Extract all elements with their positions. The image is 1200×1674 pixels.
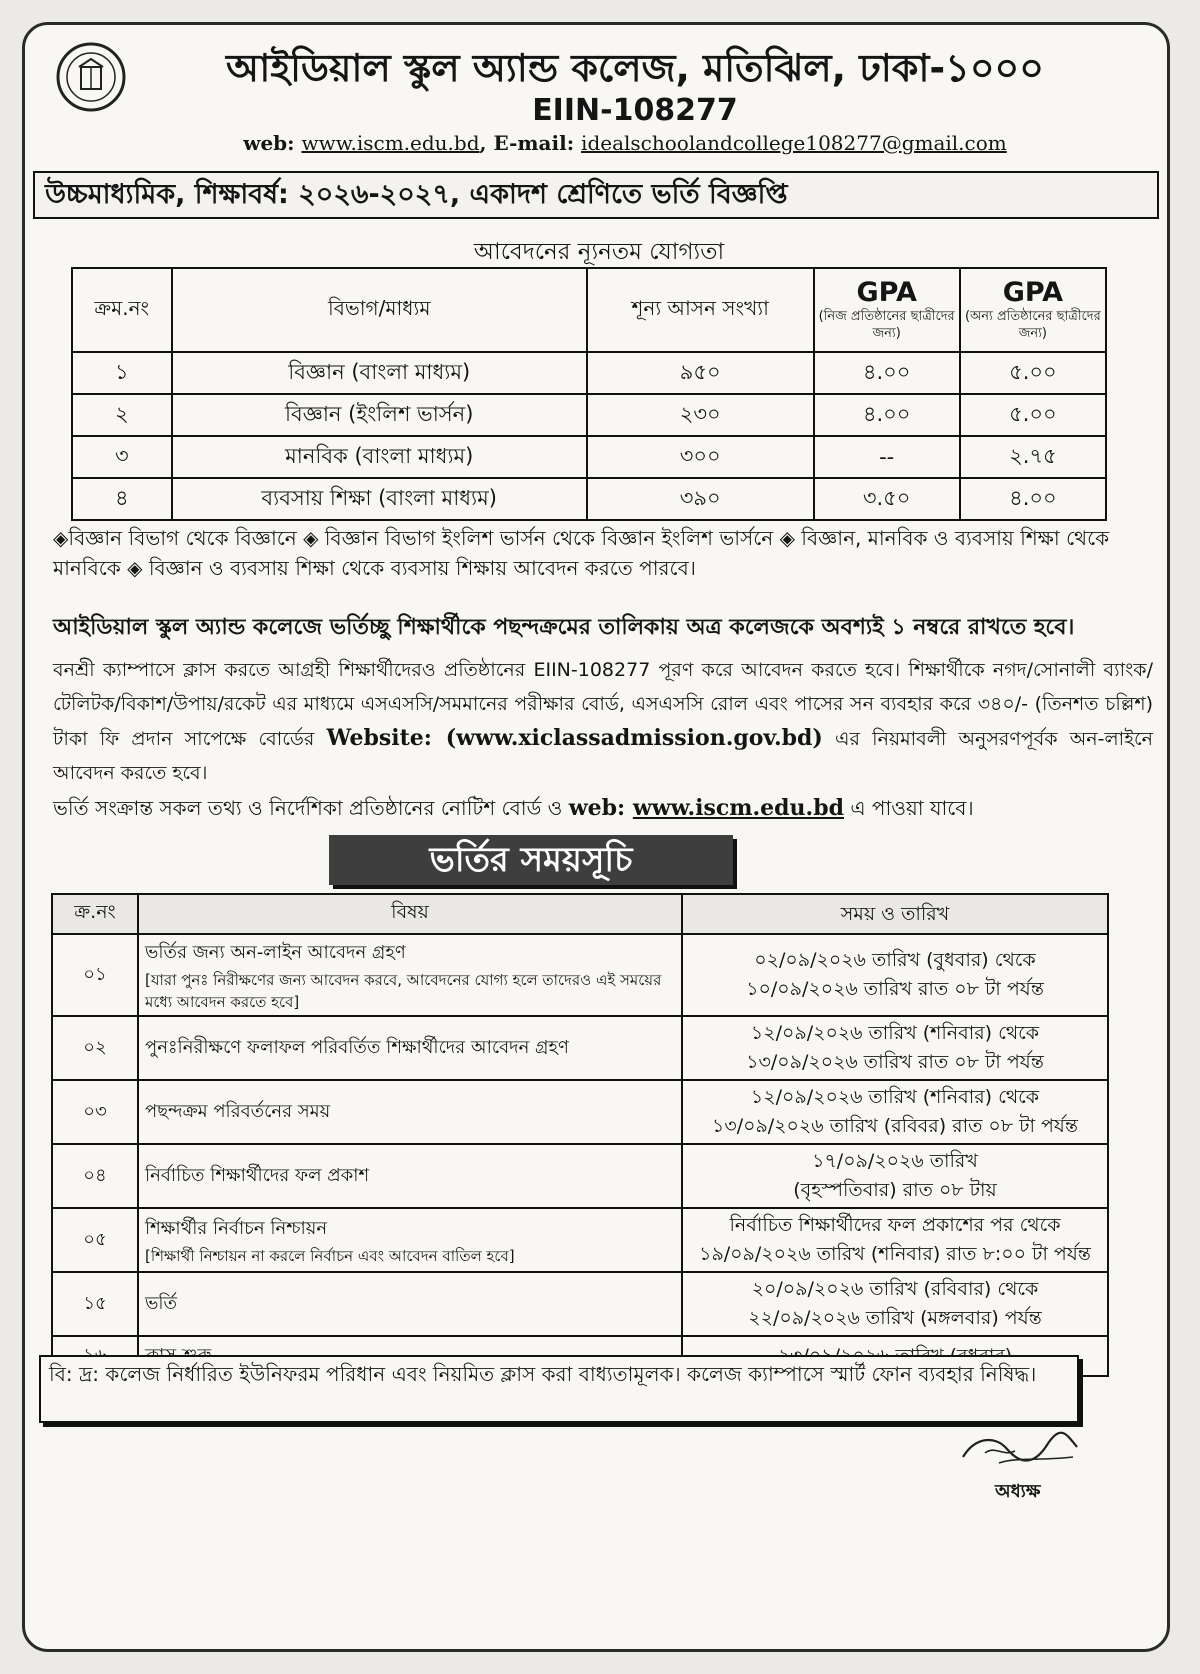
row-serial: ০২ (52, 1016, 138, 1080)
row-gpa-own: ৪.০০ (814, 394, 960, 436)
row-subject (138, 1080, 682, 1144)
eiin-number: EIIN-108277 (532, 93, 738, 128)
subject-text: নির্বাচিত শিক্ষার্থীদের ফল প্রকাশ (145, 1164, 370, 1186)
row-time (682, 1272, 1108, 1336)
info-web-label: web: (568, 795, 633, 821)
time-line-1: ১৭/০৯/২০২৬ তারিখ (812, 1150, 978, 1172)
instructions-text-end: এর নিয়মাবলী অনুসরণপূর্বক অন-লাইনে আবেদন করতে হবে। (53, 728, 1153, 784)
row-time (682, 1016, 1108, 1080)
instructions-text: বনশ্রী ক্যাম্পাসে ক্লাস করতে আগ্রহী শিক্ষার্থীদেরও প্রতিষ্ঠানের EIIN-108277 পূরণ করে আবেদন করতে হবে। শিক্ষার্থীকে নগদ/সোনালী ব্যাংক/টেলিটক/বিকাশ/উপায়/রকেট এর মাধ্যমে এসএসসি/সমমানের পরীক্ষার বোর্ড, এসএসসি রোল এবং পাসের সন ব্যবহার করে ৩৪০/- (তিনশত চল্লিশ) টাকা ফি প্রদান সাপেক্ষে বোর্ডের (53, 659, 1153, 750)
time-line-2: ১০/০৯/২০২৬ তারিখ রাত ০৮ টা পর্যন্ত (746, 978, 1044, 1000)
gpa-label: GPA (856, 277, 917, 308)
subject-note: [শিক্ষার্থী নিশ্চায়ন না করলে নির্বাচন এবং আবেদন বাতিল হবে] (145, 1246, 515, 1265)
col-time: সময় ও তারিখ (682, 894, 1108, 934)
row-serial: ১ (72, 352, 172, 394)
time-line-1: নির্বাচিত শিক্ষার্থীদের ফল প্রকাশের পর থেকে (729, 1214, 1061, 1236)
col-gpa-other (960, 268, 1106, 352)
row-gpa-own: ৪.০০ (814, 352, 960, 394)
notice-sheet (22, 22, 1170, 1652)
footnote-box: বি: দ্র: কলেজ নির্ধারিত ইউনিফরম পরিধান এবং নিয়মিত ক্লাস করা বাধ্যতামূলক। কলেজ ক্যাম্পাসে স্মার্ট ফোন ব্যবহার নিষিদ্ধ। (39, 1355, 1079, 1423)
subject-text: পুনঃনিরীক্ষণে ফলাফল পরিবর্তিত শিক্ষার্থীদের আবেদন গ্রহণ (145, 1036, 569, 1058)
table-row (52, 1272, 1108, 1336)
table-row (52, 1208, 1108, 1272)
time-line-1: ১২/০৯/২০২৬ তারিখ (শনিবার) থেকে (750, 1022, 1040, 1044)
signature-title: অধ্যক্ষ (995, 1481, 1041, 1502)
time-line-1: ০২/০৯/২০২৬ তারিখ (বুধবার) থেকে (754, 949, 1036, 971)
col-serial: ক্র.নং (52, 894, 138, 934)
row-subject (138, 934, 682, 1016)
row-gpa-other: ৫.০০ (960, 394, 1106, 436)
gpa-other-note: (অন্য প্রতিষ্ঠানের ছাত্রীদের জন্য) (964, 309, 1101, 341)
row-seats: ২৩০ (587, 394, 814, 436)
col-dept: বিভাগ/মাধ্যম (172, 268, 587, 352)
col-gpa-own (814, 268, 960, 352)
table-row (52, 934, 1108, 1016)
row-subject (138, 1016, 682, 1080)
row-subject (138, 1272, 682, 1336)
row-serial: ০৪ (52, 1144, 138, 1208)
eligibility-note: ◈বিজ্ঞান বিভাগ থেকে বিজ্ঞানে ◈ বিজ্ঞান বিভাগ ইংলিশ ভার্সন থেকে বিজ্ঞান ইংলিশ ভার্সনে ◈ বিজ্ঞান, মানবিক ও ব্যবসায় শিক্ষা থেকে মানবিকে ◈ বিজ্ঞান ও ব্যবসায় শিক্ষা থেকে ব্যবসায় শিক্ষায় আবেদন করতে পারবে। (53, 526, 1110, 580)
gpa-label: GPA (1002, 277, 1064, 308)
time-line-1: ২০/০৯/২০২৬ তারিখ (রবিবার) থেকে (751, 1278, 1039, 1300)
row-serial: ০১ (52, 934, 138, 1016)
qualification-heading: আবেদনের ন্যূনতম যোগ্যতা (473, 239, 725, 265)
subject-text: পছন্দক্রম পরিবর্তনের সময় (145, 1100, 331, 1122)
table-row (72, 478, 1106, 520)
schedule-header-row (52, 894, 1108, 934)
row-gpa-other: ৪.০০ (960, 478, 1106, 520)
row-time (682, 1144, 1108, 1208)
row-dept: বিজ্ঞান (বাংলা মাধ্যম) (172, 352, 587, 394)
col-subject: বিষয় (138, 894, 682, 934)
institution-name: আইডিয়াল স্কুল অ্যান্ড কলেজ, মতিঝিল, ঢাকা-১০০০ (226, 46, 1044, 90)
subject-text: ভর্তি (145, 1292, 178, 1314)
qualification-table (71, 267, 1107, 521)
schedule-table (51, 893, 1109, 1377)
table-row (72, 352, 1106, 394)
table-row (52, 1144, 1108, 1208)
subject-text: ভর্তির জন্য অন-লাইন আবেদন গ্রহণ (145, 941, 406, 963)
row-dept: বিজ্ঞান (ইংলিশ ভার্সন) (172, 394, 587, 436)
website-link[interactable]: www.iscm.edu.bd (301, 131, 480, 155)
row-serial: ২ (72, 394, 172, 436)
time-line-2: ১৩/০৯/২০২৬ তারিখ (রবিবর) রাত ০৮ টা পর্যন্ত (712, 1115, 1078, 1137)
time-line-2: (বৃহস্পতিবার) রাত ০৮ টায় (793, 1179, 997, 1201)
row-gpa-own: -- (814, 436, 960, 478)
row-seats: ৯৫০ (587, 352, 814, 394)
col-serial: ক্রম.নং (72, 268, 172, 352)
row-gpa-own: ৩.৫০ (814, 478, 960, 520)
row-dept: মানবিক (বাংলা মাধ্যম) (172, 436, 587, 478)
schedule-title: ভর্তির সময়সূচি (329, 835, 733, 885)
table-row (52, 1080, 1108, 1144)
principal-signature-icon (955, 1427, 1085, 1483)
row-gpa-other: ২.৭৫ (960, 436, 1106, 478)
qualification-header-row (72, 268, 1106, 352)
table-row (72, 394, 1106, 436)
email-link[interactable]: idealschoolandcollege108277@gmail.com (581, 131, 1007, 155)
subject-text: শিক্ষার্থীর নির্বাচন নিশ্চায়ন (145, 1217, 328, 1239)
time-line-2: ১৯/০৯/২০২৬ তারিখ (শনিবার) রাত ৮:০০ টা পর্যন্ত (699, 1243, 1091, 1265)
info-note (53, 793, 1153, 823)
table-row (72, 436, 1106, 478)
gpa-own-note: (নিজ প্রতিষ্ঠানের ছাত্রীদের জন্য) (818, 309, 955, 341)
college-seal-icon (55, 41, 127, 113)
subject-note: [যারা পুনঃ নিরীক্ষণের জন্য আবেদন করবে, আবেদনের যোগ্য হলে তাদেরও এই সময়ের মধ্যে আবেদন করতে হবে] (145, 970, 662, 1011)
row-serial: ৪ (72, 478, 172, 520)
info-text-end: এ পাওয়া যাবে। (843, 796, 974, 820)
row-seats: ৩৯০ (587, 478, 814, 520)
priority-note: আইডিয়াল স্কুল অ্যান্ড কলেজে ভর্তিচ্ছু শিক্ষার্থীকে পছন্দক্রমের তালিকায় অত্র কলেজকে অবশ্যই ১ নম্বরে রাখতে হবে। (53, 615, 1075, 640)
admission-website-link[interactable]: Website: (www.xiclassadmission.gov.bd) (326, 725, 823, 751)
time-line-2: ১৩/০৯/২০২৬ তারিখ রাত ০৮ টা পর্যন্ত (746, 1051, 1044, 1073)
row-serial: ০৩ (52, 1080, 138, 1144)
col-seats: শূন্য আসন সংখ্যা (587, 268, 814, 352)
row-subject (138, 1144, 682, 1208)
row-serial: ০৫ (52, 1208, 138, 1272)
table-row (52, 1016, 1108, 1080)
contact-line (125, 131, 1125, 155)
row-time (682, 1080, 1108, 1144)
info-website-link[interactable]: www.iscm.edu.bd (632, 795, 844, 821)
info-text: ভর্তি সংক্রান্ত সকল তথ্য ও নির্দেশিকা প্রতিষ্ঠানের নোটিশ বোর্ড ও (53, 796, 569, 820)
row-seats: ৩০০ (587, 436, 814, 478)
row-time (682, 934, 1108, 1016)
row-serial: ১৫ (52, 1272, 138, 1336)
application-instructions (53, 653, 1153, 790)
email-label: , E-mail: (479, 131, 575, 155)
row-time (682, 1208, 1108, 1272)
web-label: web: (243, 131, 295, 155)
row-subject (138, 1208, 682, 1272)
admission-banner: উচ্চমাধ্যমিক, শিক্ষাবর্ষ: ২০২৬-২০২৭, একাদশ শ্রেণিতে ভর্তি বিজ্ঞপ্তি (33, 171, 1159, 219)
time-line-2: ২২/০৯/২০২৬ তারিখ (মঙ্গলবার) পর্যন্ত (748, 1307, 1042, 1329)
row-dept: ব্যবসায় শিক্ষা (বাংলা মাধ্যম) (172, 478, 587, 520)
row-gpa-other: ৫.০০ (960, 352, 1106, 394)
row-serial: ৩ (72, 436, 172, 478)
time-line-1: ১২/০৯/২০২৬ তারিখ (শনিবার) থেকে (750, 1086, 1040, 1108)
